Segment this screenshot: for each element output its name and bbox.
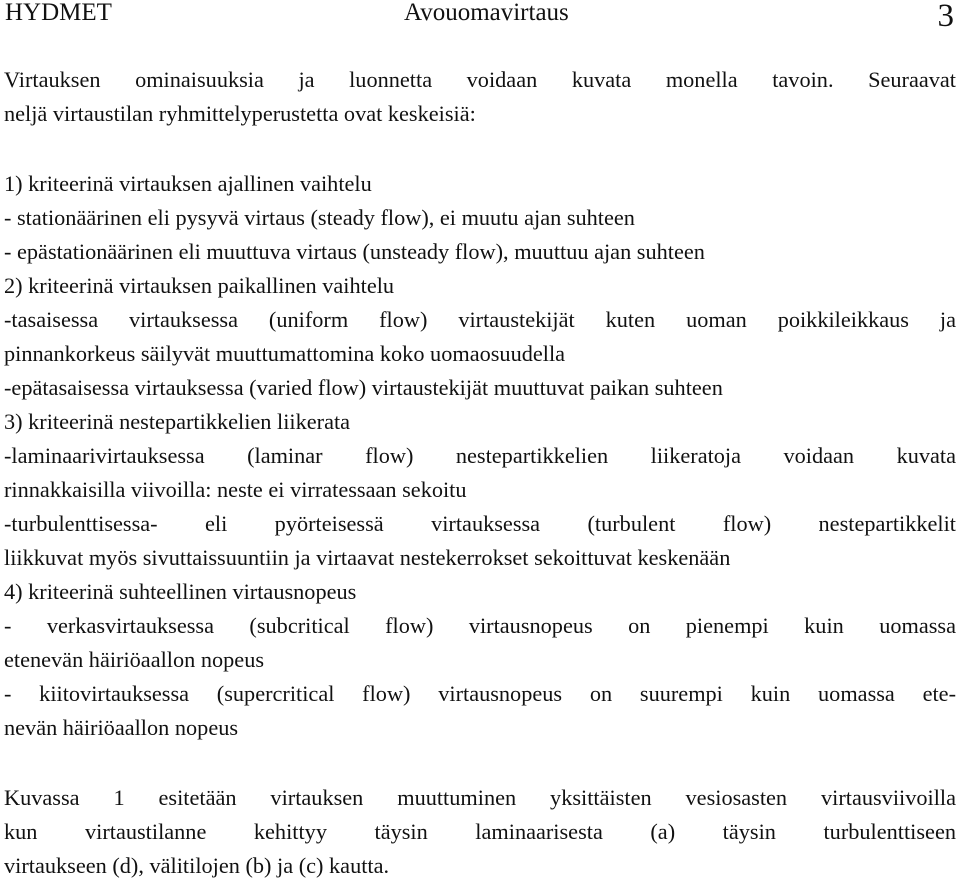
text-line: -laminaarivirtauksessa (laminar flow) nestepartikkelien liikeratoja voidaan kuvata [4, 443, 956, 468]
header-course-code: HYDMET [5, 0, 112, 26]
text-line: -tasaisessa virtauksessa (uniform flow) virtaustekijät kuten uoman poikkileikkaus ja [4, 307, 956, 332]
criteria-list [4, 167, 956, 745]
text-line: etenevän häiriöaallon nopeus [4, 647, 265, 672]
criterion-heading: 1) kriteerinä virtauksen ajallinen vaihtelu [4, 171, 372, 196]
criterion-heading: 4) kriteerinä suhteellinen virtausnopeus [4, 579, 357, 604]
text-line: neljä virtaustilan ryhmittelyperustetta ovat keskeisiä: [4, 101, 476, 126]
intro-paragraph [4, 63, 956, 131]
text-line: liikkuvat myös sivuttaissuuntiin ja virtaavat nestekerrokset sekoittuvat keskenään [4, 545, 731, 570]
text-line: kun virtaustilanne kehittyy täysin laminaarisesta (a) täysin turbulenttiseen [4, 819, 956, 844]
text-line: rinnakkaisilla viivoilla: neste ei virratessaan sekoitu [4, 477, 467, 502]
text-line: virtaukseen (d), välitilojen (b) ja (c) kautta. [4, 853, 390, 878]
criterion-heading: 3) kriteerinä nestepartikkelien liikerata [4, 409, 351, 434]
text-line: - kiitovirtauksessa (supercritical flow) virtausnopeus on suurempi kuin uomassa ete- [4, 681, 956, 706]
text-line: Kuvassa 1 esitetään virtauksen muuttuminen yksittäisten vesiosasten virtausviivoilla [4, 785, 956, 810]
header-chapter-title: Avouomavirtaus [404, 0, 569, 26]
page-header [0, 0, 960, 34]
text-line: -epätasaisessa virtauksessa (varied flow) virtaustekijät muuttuvat paikan suhteen [4, 375, 723, 400]
text-line: - stationäärinen eli pysyvä virtaus (steady flow), ei muutu ajan suhteen [4, 205, 635, 230]
text-line: nevän häiriöaallon nopeus [4, 715, 239, 740]
text-line: - verkasvirtauksessa (subcritical flow) virtausnopeus on pienempi kuin uomassa [4, 613, 956, 638]
text-line: Virtauksen ominaisuuksia ja luonnetta voidaan kuvata monella tavoin. Seuraavat [4, 67, 956, 92]
text-line: pinnankorkeus säilyvät muuttumattomina koko uomaosuudella [4, 341, 566, 366]
criterion-heading: 2) kriteerinä virtauksen paikallinen vaihtelu [4, 273, 395, 298]
closing-paragraph [4, 781, 956, 883]
page-number: 3 [937, 0, 954, 34]
text-line: - epästationäärinen eli muuttuva virtaus (unsteady flow), muuttuu ajan suhteen [4, 239, 705, 264]
text-line: -turbulenttisessa- eli pyörteisessä virtauksessa (turbulent flow) nestepartikkelit [4, 511, 956, 536]
